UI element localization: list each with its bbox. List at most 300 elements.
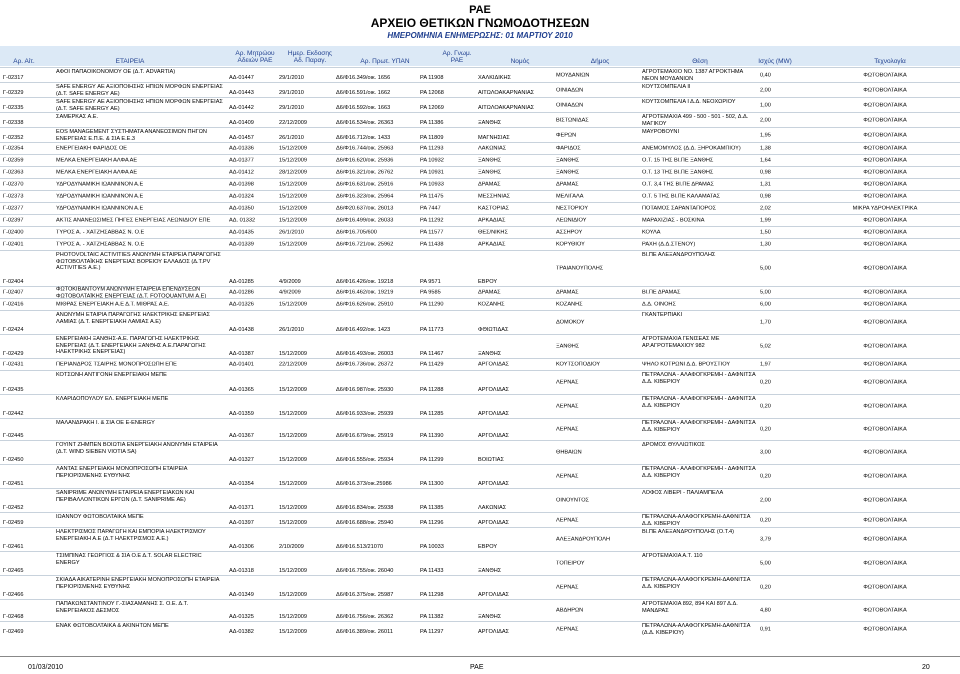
cell-upr: Δ6/Φ16.426/οικ. 19218	[336, 279, 394, 286]
cell-nomos: ΑΡΓΟΛΙΔΑΣ	[478, 433, 510, 440]
cell-thesi: ΑΓΡΟΤΕΜΑΧΙΑ Α.Τ. 110	[642, 553, 703, 559]
cell-prot: ΑΔ-01286	[229, 289, 254, 296]
col-pae-line2: ΡΑΕ	[450, 57, 464, 64]
cell-isxys: 1,99	[760, 217, 771, 224]
cell-tech: ΦΩΤΟΒΟΛΤΑΪΚΑ	[863, 117, 907, 124]
cell-dimos: ΛΕΡΝΑΣ	[556, 426, 579, 433]
cell-pae: ΡΑ 11438	[420, 241, 444, 248]
cell-tech: ΦΩΤΟΒΟΛΤΑΪΚΑ	[863, 229, 907, 236]
cell-thesi: ΨΗΛΟ ΚΟΤΡΩΝΙ Δ.Δ. ΒΡΟΥΣΤΙΟΥ	[642, 361, 731, 368]
cell-nomos: ΑΙΤΩΛΟΑΚΑΡΝΑΝΙΑΣ	[478, 105, 535, 112]
cell-nomos: ΚΑΣΤΟΡΙΑΣ	[478, 205, 510, 212]
cell-prot: ΑΔ-01387	[229, 351, 254, 358]
cell-date: 15/12/2009	[279, 351, 307, 358]
cell-tech: ΦΩΤΟΒΟΛΤΑΪΚΑ	[863, 361, 907, 368]
cell-nomos: ΞΑΝΘΗΣ	[478, 614, 502, 621]
cell-date: 15/12/2009	[279, 301, 307, 308]
cell-isxys: 1,64	[760, 157, 771, 164]
cell-pae: ΡΑ 11908	[420, 75, 444, 82]
table-row	[0, 370, 960, 395]
cell-tech: ΦΩΤΟΒΟΛΤΑΪΚΑ	[863, 560, 907, 567]
table-row	[0, 67, 960, 83]
cell-tech: ΦΩΤΟΒΟΛΤΑΪΚΑ	[863, 265, 907, 272]
cell-code: Γ-02397	[3, 217, 24, 224]
cell-isxys: 2,00	[760, 497, 771, 504]
cell-upr: Δ6/Φ16.323/οικ. 25964	[336, 193, 394, 200]
cell-dimos: ΛΕΡΝΑΣ	[556, 626, 579, 633]
cell-isxys: 5,00	[760, 560, 771, 567]
cell-dimos: ΛΕΡΝΑΣ	[556, 379, 579, 386]
cell-code: Γ-02469	[3, 629, 24, 636]
col-date	[280, 50, 340, 64]
cell-thesi: Ο.Τ. 13 ΤΗΣ ΒΙ.ΠΕ ΞΑΝΘΗΣ	[642, 169, 714, 176]
cell-company: ΚΟΤΣΩΝΗ ΑΝΤΙΓΟΝΗ ΕΝΕΡΓΕΙΑΚΗ ΜΕΠΕ	[56, 372, 167, 378]
cell-pae: ΡΑ 11382	[420, 614, 444, 621]
cell-prot: ΑΔ-01325	[229, 614, 254, 621]
cell-thesi: ΒΙ.ΠΕ ΔΡΑΜΑΣ	[642, 289, 681, 296]
cell-isxys: 1,95	[760, 132, 771, 139]
cell-isxys: 1,50	[760, 229, 771, 236]
cell-pae: ΡΑ 11467	[420, 351, 444, 358]
cell-company: ΜΙΘΡΑΣ ΕΝΕΡΓΕΙΑΚΗ Α.Ε Δ.Τ. ΜΙΘΡΑΣ Α.Ε.	[56, 301, 170, 308]
cell-thesi: ΠΕΤΡΑΛΩΝΑ-ΑΛΑΦΟΓΚΡΕΜΗ-ΔΑΦΝΙΤΣΑ Δ.Δ. ΚΙΒΕΡΙΟΥ	[642, 577, 751, 590]
cell-nomos: ΞΑΝΘΗΣ	[478, 157, 502, 164]
cell-isxys: 1,31	[760, 181, 771, 188]
cell-tech: ΦΩΤΟΒΟΛΤΑΪΚΑ	[863, 132, 907, 139]
cell-code: Γ-02424	[3, 327, 24, 334]
cell-thesi: ΠΕΤΡΑΛΩΝΑ - ΑΛΑΦΟΓΚΡΕΜΗ - ΔΑΦΝΙΤΣΑ Δ.Δ. ΚΙΒΕΡΙΟΥ	[642, 396, 756, 409]
cell-nomos: ΕΒΡΟΥ	[478, 279, 498, 286]
cell-dimos: ΟΙΝΙΑΔΩΝ	[556, 87, 584, 94]
cell-dimos: ΔΡΑΜΑΣ	[556, 181, 579, 188]
cell-tech: ΦΩΤΟΒΟΛΤΑΪΚΑ	[863, 403, 907, 410]
cell-dimos: ΛΕΡΝΑΣ	[556, 584, 579, 591]
cell-thesi: ΠΕΤΡΑΛΩΝΑ-ΑΛΑΦΟΓΚΡΕΜΗ-ΔΑΦΝΙΤΣΑ Δ.Δ. ΚΙΒΕΡΙΟΥ	[642, 514, 751, 527]
cell-dimos: ΚΟΡΥΘΙΟΥ	[556, 241, 585, 248]
cell-isxys: 4,80	[760, 607, 771, 614]
cell-tech: ΦΩΤΟΒΟΛΤΑΪΚΑ	[863, 584, 907, 591]
cell-upr: Δ6/Φ16.492/οικ. 1423	[336, 327, 391, 334]
cell-code: Γ-02338	[3, 120, 24, 127]
cell-date: 15/12/2009	[279, 568, 307, 575]
cell-upr: Δ6/Φ16.493/οικ. 26003	[336, 351, 394, 358]
cell-tech: ΦΩΤΟΒΟΛΤΑΪΚΑ	[863, 449, 907, 456]
cell-pae: ΡΑ 10033	[420, 544, 444, 551]
cell-company: SAFE ENERGY ΑΕ ΑΞΙΟΠΟΙΗΣΗΣ ΗΠΙΩΝ ΜΟΡΦΩΝ ΕΝΕΡΓΕΙΑΣ (Δ.Τ. SAFE ENERGY ΑΕ)	[56, 84, 223, 97]
cell-prot: ΑΔ-01327	[229, 457, 254, 464]
cell-upr: Δ6/Φ16.744/οικ. 25963	[336, 145, 394, 152]
cell-code: Γ-02404	[3, 279, 24, 286]
cell-prot: ΑΔ-01442	[229, 105, 254, 112]
cell-isxys: 1,38	[760, 145, 771, 152]
cell-nomos: ΛΑΚΩΝΙΑΣ	[478, 145, 507, 152]
table-row	[0, 394, 960, 419]
cell-upr: Δ6/Φ16.631/οικ. 25916	[336, 181, 394, 188]
table-row	[0, 575, 960, 600]
cell-pae: ΡΑ 11475	[420, 193, 444, 200]
cell-prot: ΑΔ-01326	[229, 301, 254, 308]
cell-dimos: ΑΣΣΗΡΟΥ	[556, 229, 583, 236]
cell-pae: ΡΑ 11577	[420, 229, 444, 236]
cell-upr: Δ6/Φ16.321/οικ. 26762	[336, 169, 394, 176]
cell-code: Γ-02468	[3, 614, 24, 621]
cell-upr: Δ6/Φ16.712/οικ. 1433	[336, 135, 391, 142]
cell-upr: Δ6/Φ16.626/οικ. 25910	[336, 301, 394, 308]
table-row	[0, 310, 960, 335]
cell-dimos: ΤΡΑΙΑΝΟΥΠΟΛΗΣ	[556, 265, 604, 272]
cell-code: Γ-02407	[3, 289, 24, 296]
update-date: ΗΜΕΡΟΜΗΝΙΑ ΕΝΗΜΕΡΩΣΗΣ: 01 ΜΑΡΤΙΟΥ 2010	[387, 31, 573, 40]
cell-prot: ΑΔ-01365	[229, 387, 254, 394]
cell-pae: ΡΑ 11290	[420, 301, 444, 308]
cell-isxys: 1,00	[760, 102, 771, 109]
cell-prot: ΑΔ-01457	[229, 135, 254, 142]
cell-dimos: ΑΛΕΞΑΝΔΡΟΥΠΟΛΗ	[556, 536, 611, 543]
cell-company: ΤΣΙΜΠΙΝΑΣ ΓΕΩΡΓΙΟΣ & ΣΙΑ Ο.Ε Δ.Τ. SOLAR ELECTRIC ENERGY	[56, 553, 202, 566]
footer-agency: ΡΑΕ	[470, 664, 484, 671]
cell-date: 22/12/2009	[279, 120, 307, 127]
cell-upr: Δ6/Φ16.721/οικ. 25962	[336, 241, 394, 248]
cell-prot: ΑΔ-01398	[229, 181, 254, 188]
cell-thesi: Δ.Δ. ΟΙΝΟΗΣ	[642, 301, 676, 308]
cell-pae: ΡΑ 9571	[420, 279, 441, 286]
cell-tech: ΦΩΤΟΒΟΛΤΑΪΚΑ	[863, 241, 907, 248]
cell-isxys: 0,20	[760, 584, 771, 591]
cell-nomos: ΞΑΝΘΗΣ	[478, 169, 502, 176]
cell-code: Γ-02466	[3, 592, 24, 599]
cell-pae: ΡΑ 11773	[420, 327, 444, 334]
cell-isxys: 0,20	[760, 403, 771, 410]
cell-prot: ΑΔ-01409	[229, 120, 254, 127]
cell-upr: Δ6/Φ16.555/οικ. 25934	[336, 457, 394, 464]
cell-thesi: ΠΕΤΡΑΛΩΝΑ-ΑΛΑΦΟΓΚΡΕΜΗ-ΔΑΦΝΙΤΣΑ (Δ.Δ. ΚΙΒΕΡΙΟΥ)	[642, 623, 751, 636]
table-row	[0, 527, 960, 552]
cell-dimos: ΛΕΡΝΑΣ	[556, 473, 579, 480]
cell-upr: Δ6/Φ16.679/οικ. 25919	[336, 433, 394, 440]
cell-pae: ΡΑ 11300	[420, 481, 444, 488]
cell-dimos: ΟΙΝΟΥΝΤΟΣ	[556, 497, 590, 504]
cell-nomos: ΕΒΡΟΥ	[478, 544, 498, 551]
cell-prot: ΑΔ-01339	[229, 241, 254, 248]
cell-isxys: 0,20	[760, 473, 771, 480]
cell-company: ΜΕΛΚΑ ΕΝΕΡΓΕΙΑΚΗ ΑΛΦΑ ΑΕ	[56, 169, 138, 176]
cell-isxys: 1,97	[760, 361, 771, 368]
cell-date: 4/9/2009	[279, 289, 301, 296]
cell-tech: ΦΩΤΟΒΟΛΤΑΪΚΑ	[863, 145, 907, 152]
cell-date: 26/1/2010	[279, 135, 304, 142]
cell-date: 15/12/2009	[279, 157, 307, 164]
cell-nomos: ΜΕΣΣΗΝΙΑΣ	[478, 193, 511, 200]
cell-tech: ΦΩΤΟΒΟΛΤΑΪΚΑ	[863, 169, 907, 176]
cell-pae: ΡΑ 11285	[420, 411, 444, 418]
col-company: ΕΤΑΙΡΕΙΑ	[115, 58, 145, 65]
cell-date: 29/1/2010	[279, 105, 304, 112]
cell-thesi: ΚΟΥΤΣΟΜΠΕΛΙΑ Ι Δ.Δ. ΝΕΟΧΩΡΙΟΥ	[642, 99, 736, 105]
cell-tech: ΦΩΤΟΒΟΛΤΑΪΚΑ	[863, 289, 907, 296]
cell-prot: ΑΔ-01447	[229, 75, 254, 82]
cell-tech: ΦΩΤΟΒΟΛΤΑΪΚΑ	[863, 157, 907, 164]
cell-nomos: ΚΟΖΑΝΗΣ	[478, 301, 505, 308]
cell-code: Γ-02317	[3, 75, 24, 82]
cell-tech: ΦΩΤΟΒΟΛΤΑΪΚΑ	[863, 517, 907, 524]
cell-company: ΥΔΡΟΔΥΝΑΜΙΚΗ ΙΩΑΝΝΙΝΟΝ Α.Ε	[56, 181, 144, 188]
cell-isxys: 3,00	[760, 449, 771, 456]
cell-pae: ΡΑ 11297	[420, 629, 444, 636]
col-pae-line1: Αρ. Γνωμ.	[442, 50, 472, 57]
cell-pae: ΡΑ 11390	[420, 433, 444, 440]
table-row	[0, 82, 960, 98]
cell-isxys: 0,20	[760, 426, 771, 433]
cell-isxys: 5,02	[760, 343, 771, 350]
cell-nomos: ΑΙΤΩΛΟΑΚΑΡΝΑΝΙΑΣ	[478, 90, 535, 97]
cell-company: PHOTOVOLTAIC ACTIVITIES ΑΝΩΝΥΜΗ ΕΤΑΙΡΕΙΑ ΠΑΡΑΓΩΓΗΣ ΦΩΤΟΒΟΛΤΑΪΚΗΣ ΕΝΕΡΓΕΙΑΣ ΒΟΡΕΙΟΥ ΕΛΛΑΔΟΣ (Δ.Τ.PV ACTIVITIES Α.Ε.)	[56, 252, 221, 272]
cell-thesi: ΑΓΡΟΤΕΜΑΧΙΟ ΝΟ. 1387 ΑΓΡΟΚΤΗΜΑ ΝΕΟΝ ΜΟΥΔΑΝΙΩΝ	[642, 69, 743, 82]
cell-date: 15/12/2009	[279, 241, 307, 248]
cell-prot: ΑΔ-01336	[229, 145, 254, 152]
cell-prot: ΑΔ-01371	[229, 505, 254, 512]
col-dimos: Δήμος	[590, 58, 610, 65]
cell-thesi: ΠΕΤΡΑΛΩΝΑ - ΑΛΑΦΟΓΚΡΕΜΗ - ΔΑΦΝΙΤΣΑ Δ.Δ. ΚΙΒΕΡΙΟΥ	[642, 420, 756, 433]
cell-code: Γ-02363	[3, 169, 24, 176]
cell-code: Γ-02459	[3, 520, 24, 527]
cell-company: ΠΕΡΙΑΝΔΡΟΣ ΤΣΑΙΡΗΣ ΜΟΝΟΠΡΟΣΩΠΗ ΕΠΕ	[56, 361, 177, 368]
cell-pae: ΡΑ 11296	[420, 520, 444, 527]
table-row	[0, 112, 960, 128]
cell-company: ΤΥΡΟΣ Α. - ΧΑΤΖΗΣΑΒΒΑΣ Ν. Ο.Ε	[56, 229, 145, 236]
cell-company: ΠΑΠΑΚΩΝΣΤΑΝΤΙΝΟΥ Γ.-ΣΙΑΣΑΜΑΝΗΣ Σ. Ο.Ε. Δ.Τ. ΕΝΕΡΓΕΙΑΚΟΣ ΔΕΣΜΟΣ	[56, 601, 189, 614]
cell-prot: ΑΔ-01401	[229, 361, 254, 368]
cell-nomos: ΑΡΚΑΔΙΑΣ	[478, 217, 506, 224]
cell-isxys: 2,02	[760, 205, 771, 212]
cell-pae: ΡΑ 11292	[420, 217, 444, 224]
cell-thesi: ΒΙ.ΠΕ ΑΛΕΞΑΝΔΡΟΥΠΟΛΗΣ	[642, 252, 716, 258]
cell-tech: ΦΩΤΟΒΟΛΤΑΪΚΑ	[863, 72, 907, 79]
cell-date: 15/12/2009	[279, 145, 307, 152]
cell-code: Γ-02465	[3, 568, 24, 575]
cell-date: 15/12/2009	[279, 505, 307, 512]
cell-dimos: ΜΟΥΔΑΝΙΩΝ	[556, 72, 590, 79]
cell-code: Γ-02450	[3, 457, 24, 464]
cell-tech: ΦΩΤΟΒΟΛΤΑΪΚΑ	[863, 626, 907, 633]
cell-dimos: ΞΑΝΘΗΣ	[556, 343, 580, 350]
cell-nomos: ΞΑΝΘΗΣ	[478, 568, 502, 575]
cell-pae: ΡΑ 11386	[420, 120, 444, 127]
cell-prot: ΑΔ-01367	[229, 433, 254, 440]
cell-upr: Δ6/Φ16.389/οικ. 26011	[336, 629, 393, 636]
cell-code: Γ-02461	[3, 544, 24, 551]
cell-dimos: ΘΗΒΑΙΩΝ	[556, 449, 582, 456]
col-nomos: Νομός	[510, 58, 530, 65]
cell-company: ΣΚΙΑΔΑ ΑΙΚΑΤΕΡΙΝΗ ΕΝΕΡΓΕΙΑΚΗ ΜΟΝΟΠΡΟΣΩΠΗ ΕΤΑΙΡΕΙΑ ΠΕΡΙΟΡΙΣΜΕΝΗΣ ΕΥΘΥΝΗΣ	[56, 577, 220, 590]
cell-dimos: ΚΟΖΑΝΗΣ	[556, 301, 583, 308]
cell-prot: ΑΔ-01324	[229, 193, 254, 200]
cell-pae: ΡΑ 11288	[420, 387, 444, 394]
cell-upr: Δ6/Φ16.349/οικ. 1656	[336, 75, 391, 82]
cell-dimos: ΞΑΝΘΗΣ	[556, 157, 580, 164]
cell-company: ΣΑΜΕΡΚΑΣ Α.Ε.	[56, 114, 99, 120]
col-protocol	[225, 50, 285, 64]
cell-isxys: 5,00	[760, 289, 771, 296]
cell-isxys: 0,91	[760, 626, 771, 633]
cell-dimos: ΝΕΣΤΟΡΙΟΥ	[556, 205, 589, 212]
cell-company: ΦΩΤΟΚΙΒΑΝΤΟΥΜ ΑΝΩΝΥΜΗ ΕΤΑΙΡΕΙΑ ΕΠΕΝΔΥΣΕΩΝ ΦΩΤΟΒΟΛΤΑΪΚΗΣ ΕΝΕΡΓΕΙΑΣ (Δ.Τ. FOTOQUANTUM Α.Ε)	[56, 286, 207, 299]
cell-nomos: ΞΑΝΘΗΣ	[478, 351, 502, 358]
col-protocol-line1: Αρ. Μητρώου	[235, 50, 275, 57]
cell-nomos: ΘΕΣ/ΝΙΚΗΣ	[478, 229, 508, 236]
cell-nomos: ΔΡΑΜΑΣ	[478, 289, 501, 296]
cell-isxys: 0,98	[760, 193, 771, 200]
cell-dimos: ΛΕΡΝΑΣ	[556, 403, 579, 410]
cell-thesi: Ο.Τ. 5 ΤΗΣ ΒΙ.ΠΕ ΚΑΛΑΜΑΤΑΣ	[642, 193, 721, 200]
cell-isxys: 0,20	[760, 379, 771, 386]
agency-title: ΡΑΕ	[469, 4, 491, 16]
cell-dimos: ΔΟΜΟΚΟΥ	[556, 319, 585, 326]
cell-pae: ΡΑ 11429	[420, 361, 444, 368]
cell-company: ΕΝΕΡΓΕΙΑΚΗ ΞΑΝΘΗΣ-Α.Ε. ΠΑΡΑΓΩΓΗΣ ΗΛΕΚΤΡΙΚΗΣ ΕΝΕΡΓΕΙΑΣ (Δ.Τ. ΕΝΕΡΓΕΙΑΚΗ ΞΑΝΘΗΣ Α.Ε.ΠΑΡΑΓΩΓΗΣ ΗΛΕΚΤΡΙΚΗΣ ΕΝΕΡΓΕΙΑΣ)	[56, 336, 206, 356]
table-row	[0, 621, 960, 637]
cell-pae: ΡΑ 11809	[420, 135, 444, 142]
cell-nomos: ΦΘΙΩΤΙΔΑΣ	[478, 327, 509, 334]
cell-nomos: ΑΡΓΟΛΙΔΑΣ	[478, 411, 510, 418]
cell-dimos: ΚΟΥΤΣΟΠΟΔΙΟΥ	[556, 361, 601, 368]
cell-date: 26/1/2010	[279, 229, 304, 236]
cell-pae: ΡΑ 10933	[420, 181, 444, 188]
cell-dimos: ΦΑΡΙΔΟΣ	[556, 145, 581, 152]
cell-thesi: ΚΟΥΛΑ	[642, 229, 661, 236]
cell-nomos: ΑΡΓΟΛΙΔΑΣ	[478, 629, 510, 636]
cell-nomos: ΛΑΚΩΝΙΑΣ	[478, 505, 507, 512]
cell-code: Γ-02431	[3, 361, 24, 368]
cell-isxys: 6,00	[760, 301, 771, 308]
cell-isxys: 0,40	[760, 72, 771, 79]
cell-nomos: ΑΡΓΟΛΙΔΑΣ	[478, 520, 510, 527]
cell-prot: ΑΔ-01285	[229, 279, 254, 286]
cell-thesi: ΠΕΤΡΑΛΩΝΑ - ΑΛΑΦΟΓΚΡΕΜΗ - ΔΑΦΝΙΤΣΑ Δ.Δ. ΚΙΒΕΡΙΟΥ	[642, 466, 756, 479]
column-header-bar	[0, 46, 960, 66]
cell-tech: ΜΙΚΡΑ ΥΔΡΟΗΛΕΚΤΡΙΚΑ	[852, 205, 918, 212]
table-row	[0, 488, 960, 513]
cell-dimos: ΛΕΡΝΑΣ	[556, 517, 579, 524]
col-code: Αρ. Αίτ.	[13, 58, 35, 65]
table-row	[0, 440, 960, 465]
cell-code: Γ-02429	[3, 351, 24, 358]
cell-company: ΕΝΑΚ ΦΩΤΟΒΟΛΤΑΙΚΑ & ΑΚΙΝΗΤΩΝ ΜΕΠΕ	[56, 623, 169, 629]
cell-isxys: 2,00	[760, 117, 771, 124]
cell-isxys: 2,00	[760, 87, 771, 94]
cell-date: 22/12/2009	[279, 361, 307, 368]
cell-isxys: 1,30	[760, 241, 771, 248]
cell-date: 15/12/2009	[279, 592, 307, 599]
document-title: ΑΡΧΕΙΟ ΘΕΤΙΚΩΝ ΓΝΩΜΟΔΟΤΗΣΕΩΝ	[370, 16, 590, 30]
cell-prot: ΑΔ-01349	[229, 592, 254, 599]
cell-dimos: ΜΕΛΙΓΑΛΑ	[556, 193, 584, 200]
cell-code: Γ-02329	[3, 90, 24, 97]
cell-tech: ΦΩΤΟΒΟΛΤΑΪΚΑ	[863, 473, 907, 480]
cell-company: ΚΛΑΡΙΔΟΠΟΥΛΟΥ ΕΛ. ΕΝΕΡΓΕΙΑΚΗ ΜΕΠΕ	[56, 396, 169, 402]
cell-code: Γ-02359	[3, 157, 24, 164]
cell-thesi: ΒΙ.ΠΕ ΑΛΕΞΑΝΔΡΟΥΠΟΛΗΣ (Ο.Τ.4)	[642, 529, 735, 535]
col-isxys: Ισχύς (MW)	[758, 58, 792, 65]
table-row	[0, 464, 960, 489]
cell-thesi: ΛΟΦΟΣ ΛΙΒΕΡΙ - ΠΑΛΙΑΜΠΕΛΑ	[642, 490, 724, 496]
cell-tech: ΦΩΤΟΒΟΛΤΑΪΚΑ	[863, 536, 907, 543]
cell-company: ΕΝΕΡΓΕΙΑΚΗ ΦΑΡΙΔΟΣ ΟΕ	[56, 145, 128, 152]
cell-company: ΛΑΝΤΑΣ ΕΝΕΡΓΕΙΑΚΗ ΜΟΝΟΠΡΟΣΩΠΗ ΕΤΑΙΡΕΙΑ ΠΕΡΙΟΡΙΣΜΕΝΗΣ ΕΥΘΥΝΗΣ	[56, 466, 188, 479]
cell-tech: ΦΩΤΟΒΟΛΤΑΪΚΑ	[863, 181, 907, 188]
cell-tech: ΦΩΤΟΒΟΛΤΑΪΚΑ	[863, 301, 907, 308]
cell-pae: ΡΑ 10931	[420, 169, 444, 176]
cell-date: 15/12/2009	[279, 520, 307, 527]
cell-pae: ΡΑ 12069	[420, 105, 444, 112]
cell-company: ΥΔΡΟΔΥΝΑΜΙΚΗ ΙΩΑΝΝΙΝΟΝ Α.Ε	[56, 193, 144, 200]
cell-prot: ΑΔ-01438	[229, 327, 254, 334]
cell-pae: ΡΑ 11433	[420, 568, 444, 575]
cell-tech: ΦΩΤΟΒΟΛΤΑΪΚΑ	[863, 426, 907, 433]
cell-thesi: ΑΓΡΟΤΕΜΑΧΙΑ 892, 894 ΚΑΙ 897 Δ.Δ. ΜΑΝΔΡΑΣ	[642, 601, 738, 614]
cell-code: Γ-02416	[3, 301, 24, 308]
cell-upr: Δ6/Φ16.736/οικ. 26372	[336, 361, 394, 368]
cell-tech: ΦΩΤΟΒΟΛΤΑΪΚΑ	[863, 193, 907, 200]
cell-code: Γ-02335	[3, 105, 24, 112]
cell-prot: ΑΔ-01397	[229, 520, 254, 527]
cell-upr: Δ6/Φ16.462/οικ. 19219	[336, 289, 394, 296]
cell-date: 15/12/2009	[279, 387, 307, 394]
cell-date: 15/12/2009	[279, 433, 307, 440]
table-row	[0, 599, 960, 622]
cell-upr: Δ6/Φ16.834/οικ. 25938	[336, 505, 394, 512]
cell-upr: Δ6/Φ16.688/οικ. 25940	[336, 520, 394, 527]
footer-rule	[0, 656, 960, 657]
cell-tech: ΦΩΤΟΒΟΛΤΑΪΚΑ	[863, 319, 907, 326]
cell-thesi: ΓΚΑΝΤΕΡΠΙΑΚΙ	[642, 312, 683, 318]
cell-date: 4/9/2009	[279, 279, 301, 286]
cell-company: ΑΚΤΙΣ ΑΝΑΝΕΩΣΙΜΕΣ ΠΗΓΕΣ ΕΝΕΡΓΕΙΑΣ ΛΕΩΝΙΔΙΟΥ ΕΠΕ	[56, 217, 211, 224]
cell-thesi: ΠΕΤΡΑΛΩΝΑ - ΑΛΑΦΟΓΚΡΕΜΗ - ΔΑΦΝΙΤΣΑ Δ.Δ. ΚΙΒΕΡΙΟΥ	[642, 372, 756, 385]
cell-upr: Δ6/Φ16.592/οικ. 1663	[336, 105, 391, 112]
cell-isxys: 5,00	[760, 265, 771, 272]
cell-nomos: ΑΡΓΟΛΙΔΑΣ	[478, 387, 510, 394]
cell-tech: ΦΩΤΟΒΟΛΤΑΪΚΑ	[863, 102, 907, 109]
cell-code: Γ-02373	[3, 193, 24, 200]
col-upr: Αρ. Πρωτ. ΥΠΑΝ	[360, 58, 410, 65]
cell-prot: ΑΔ-01382	[229, 629, 254, 636]
cell-company: ΥΔΡΟΔΥΝΑΜΙΚΗ ΙΩΑΝΝΙΝΟΝ Α.Ε	[56, 205, 144, 212]
cell-nomos: ΧΑΛΚΙΔΙΚΗΣ	[478, 75, 512, 82]
footer-page: 20	[922, 664, 930, 671]
col-protocol-line2: Αδειών ΡΑΕ	[237, 57, 273, 64]
cell-code: Γ-02452	[3, 505, 24, 512]
cell-dimos: ΔΡΑΜΑΣ	[556, 289, 579, 296]
cell-tech: ΦΩΤΟΒΟΛΤΑΪΚΑ	[863, 379, 907, 386]
cell-prot: ΑΔ-01354	[229, 481, 254, 488]
cell-pae: ΡΑ 11385	[420, 505, 444, 512]
cell-code: Γ-02435	[3, 387, 24, 394]
cell-code: Γ-02401	[3, 241, 24, 248]
cell-code: Γ-02377	[3, 205, 24, 212]
cell-prot: ΑΔ-01435	[229, 229, 254, 236]
cell-code: Γ-02370	[3, 181, 24, 188]
cell-company: EOS MANAGEMENT ΣΥΣΤΗΜΑΤΑ ΑΝΑΝΕΩΣΙΜΩΝ ΠΗΓΩΝ ΕΝΕΡΓΕΙΑΣ Ε.Π.Ε. & ΣΙΑ Ε.Ε.3	[56, 129, 207, 142]
cell-upr: Δ6/Φ16.755/οικ. 26040	[336, 568, 394, 575]
cell-nomos: ΒΟΙΩΤΙΑΣ	[478, 457, 504, 464]
table-row	[0, 512, 960, 528]
cell-nomos: ΑΡΓΟΛΙΔΑΣ	[478, 361, 510, 368]
cell-thesi: ΡΑΧΗ (Δ.Δ.ΣΤΕΝΟΥ)	[642, 241, 696, 248]
cell-pae: ΡΑ 9585	[420, 289, 441, 296]
cell-thesi: Ο.Τ. 15 ΤΗΣ ΒΙ.ΠΕ ΞΑΝΘΗΣ	[642, 157, 714, 164]
cell-date: 28/12/2009	[279, 169, 307, 176]
cell-thesi: ΚΟΥΤΣΟΜΠΕΛΙΑ ΙΙ	[642, 84, 691, 90]
